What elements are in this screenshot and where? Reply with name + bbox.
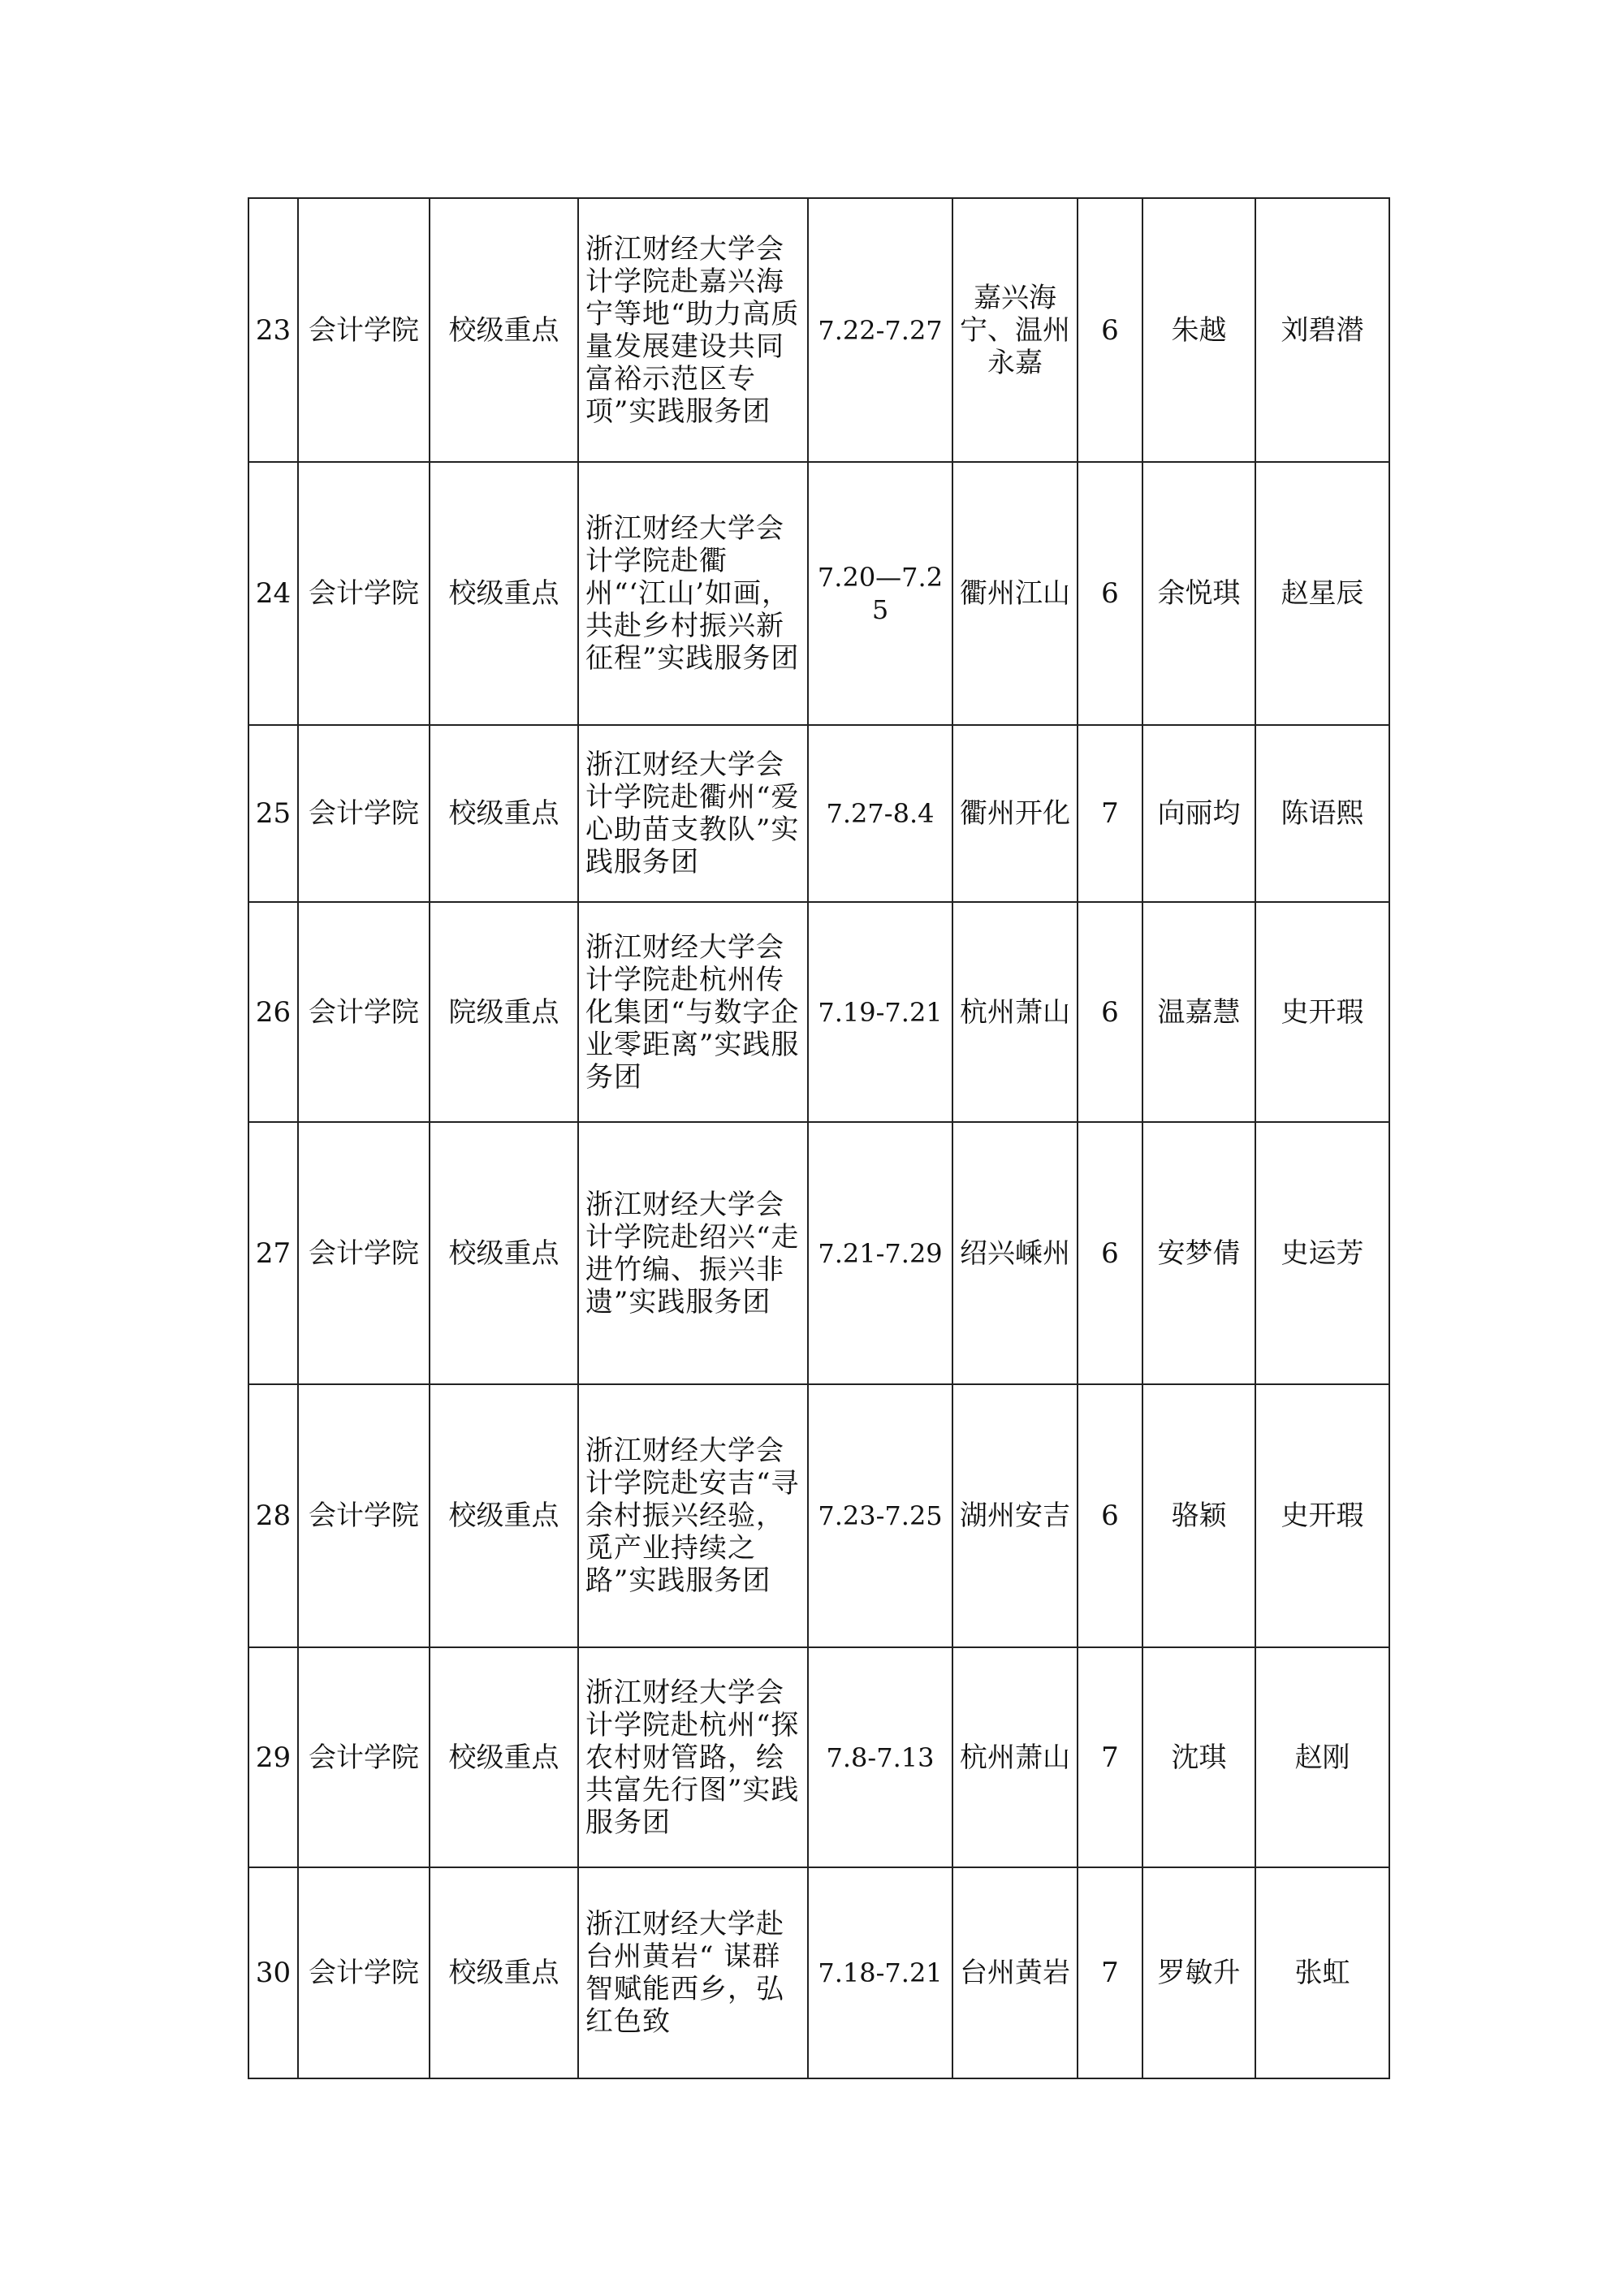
date-cell: 7.22-7.27 (808, 198, 952, 462)
team-name-cell: 浙江财经大学会计学院赴衢州“爱心助苗支教队”实践服务团 (578, 725, 808, 902)
team-name-cell: 浙江财经大学会计学院赴嘉兴海宁等地“助力高质量发展建设共同富裕示范区专项”实践服务团 (578, 198, 808, 462)
leader-cell: 向丽均 (1142, 725, 1255, 902)
table-row (248, 198, 1389, 462)
row-number: 23 (248, 198, 298, 462)
row-number: 26 (248, 902, 298, 1122)
teacher-cell: 史开瑕 (1255, 902, 1389, 1122)
practice-team-table (248, 197, 1390, 2079)
leader-cell: 骆颖 (1142, 1384, 1255, 1647)
table-row (248, 1384, 1389, 1647)
place-cell: 绍兴嵊州 (952, 1122, 1078, 1384)
date-cell: 7.20—7.25 (808, 462, 952, 725)
team-name-cell: 浙江财经大学赴台州黄岩“ 谋群智赋能西乡，弘红色致 (578, 1867, 808, 2078)
table-row (248, 902, 1389, 1122)
member-count-cell: 6 (1078, 462, 1142, 725)
college-cell: 会计学院 (298, 1867, 430, 2078)
table-row (248, 1122, 1389, 1384)
teacher-cell: 史运芳 (1255, 1122, 1389, 1384)
leader-cell: 罗敏升 (1142, 1867, 1255, 2078)
member-count-cell: 7 (1078, 1647, 1142, 1867)
level-cell: 校级重点 (430, 1867, 578, 2078)
level-cell: 校级重点 (430, 462, 578, 725)
college-cell: 会计学院 (298, 1122, 430, 1384)
date-cell: 7.18-7.21 (808, 1867, 952, 2078)
date-cell: 7.23-7.25 (808, 1384, 952, 1647)
place-cell: 衢州江山 (952, 462, 1078, 725)
member-count-cell: 7 (1078, 1867, 1142, 2078)
member-count-cell: 7 (1078, 725, 1142, 902)
place-cell: 台州黄岩 (952, 1867, 1078, 2078)
team-name-cell: 浙江财经大学会计学院赴安吉“寻余村振兴经验，觅产业持续之路”实践服务团 (578, 1384, 808, 1647)
row-number: 24 (248, 462, 298, 725)
teacher-cell: 刘碧潜 (1255, 198, 1389, 462)
date-cell: 7.19-7.21 (808, 902, 952, 1122)
member-count-cell: 6 (1078, 902, 1142, 1122)
leader-cell: 余悦琪 (1142, 462, 1255, 725)
level-cell: 校级重点 (430, 1647, 578, 1867)
level-cell: 校级重点 (430, 1122, 578, 1384)
team-name-cell: 浙江财经大学会计学院赴杭州“探农村财管路，绘共富先行图”实践服务团 (578, 1647, 808, 1867)
place-cell: 杭州萧山 (952, 1647, 1078, 1867)
leader-cell: 安梦倩 (1142, 1122, 1255, 1384)
place-cell: 衢州开化 (952, 725, 1078, 902)
teacher-cell: 赵星辰 (1255, 462, 1389, 725)
row-number: 28 (248, 1384, 298, 1647)
place-cell: 湖州安吉 (952, 1384, 1078, 1647)
college-cell: 会计学院 (298, 902, 430, 1122)
table-row (248, 725, 1389, 902)
level-cell: 校级重点 (430, 725, 578, 902)
date-cell: 7.27-8.4 (808, 725, 952, 902)
member-count-cell: 6 (1078, 1384, 1142, 1647)
date-cell: 7.21-7.29 (808, 1122, 952, 1384)
row-number: 27 (248, 1122, 298, 1384)
college-cell: 会计学院 (298, 1647, 430, 1867)
college-cell: 会计学院 (298, 462, 430, 725)
place-cell: 嘉兴海宁、温州永嘉 (952, 198, 1078, 462)
teacher-cell: 史开瑕 (1255, 1384, 1389, 1647)
row-number: 25 (248, 725, 298, 902)
teacher-cell: 陈语熙 (1255, 725, 1389, 902)
level-cell: 院级重点 (430, 902, 578, 1122)
teacher-cell: 赵刚 (1255, 1647, 1389, 1867)
member-count-cell: 6 (1078, 1122, 1142, 1384)
table-row (248, 1647, 1389, 1867)
college-cell: 会计学院 (298, 198, 430, 462)
date-cell: 7.8-7.13 (808, 1647, 952, 1867)
team-name-cell: 浙江财经大学会计学院赴杭州传化集团“与数字企业零距离”实践服务团 (578, 902, 808, 1122)
row-number: 29 (248, 1647, 298, 1867)
place-cell: 杭州萧山 (952, 902, 1078, 1122)
level-cell: 校级重点 (430, 198, 578, 462)
leader-cell: 沈琪 (1142, 1647, 1255, 1867)
team-name-cell: 浙江财经大学会计学院赴绍兴“走进竹编、振兴非遗”实践服务团 (578, 1122, 808, 1384)
row-number: 30 (248, 1867, 298, 2078)
college-cell: 会计学院 (298, 725, 430, 902)
level-cell: 校级重点 (430, 1384, 578, 1647)
table-row (248, 462, 1389, 725)
college-cell: 会计学院 (298, 1384, 430, 1647)
member-count-cell: 6 (1078, 198, 1142, 462)
team-name-cell: 浙江财经大学会计学院赴衢州“‘江山’如画，共赴乡村振兴新征程”实践服务团 (578, 462, 808, 725)
leader-cell: 温嘉慧 (1142, 902, 1255, 1122)
leader-cell: 朱越 (1142, 198, 1255, 462)
teacher-cell: 张虹 (1255, 1867, 1389, 2078)
table-row (248, 1867, 1389, 2078)
